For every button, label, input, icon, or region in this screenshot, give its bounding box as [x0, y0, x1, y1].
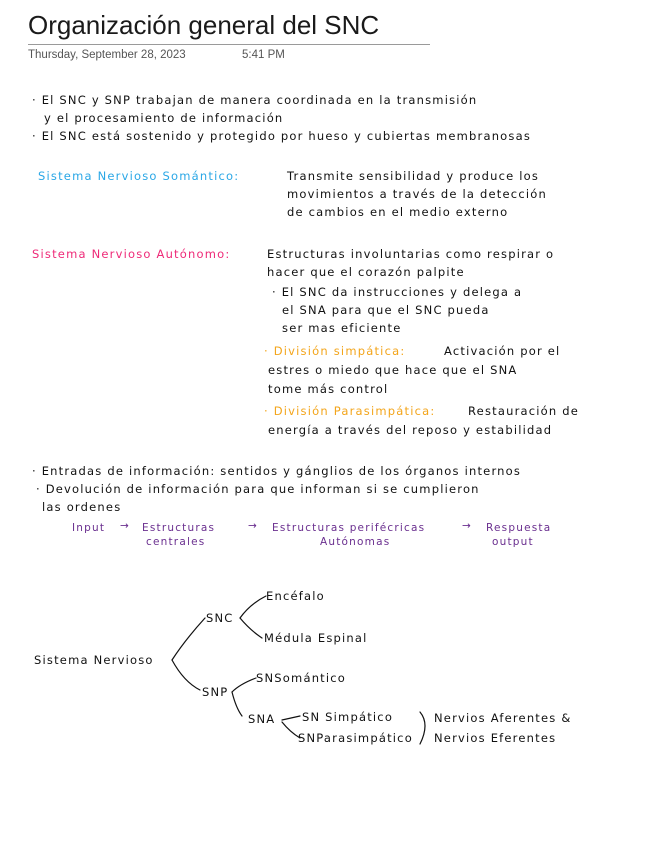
bracket-nervios	[420, 712, 425, 744]
branch-snp-somantico	[232, 678, 256, 692]
branch-root-snp	[172, 660, 200, 690]
flow-step2-top: Estructuras perifécricas	[272, 522, 426, 534]
branch-snc-encefalo	[240, 596, 266, 618]
flow-step1-bottom: centrales	[146, 536, 206, 548]
autonomo-sub-2: el SNA para que el SNC pueda	[282, 303, 490, 317]
flow-step3-bottom: output	[492, 536, 534, 548]
flow-step1-top: Estructuras	[142, 522, 216, 534]
note-date: Thursday, September 28, 2023	[28, 49, 186, 61]
tree-snc-label: SNC	[206, 611, 234, 625]
flow-step3-top: Respuesta	[486, 522, 552, 534]
entradas-line-2: · Devolución de información para que informan si se cumplieron	[36, 482, 480, 496]
flow-arrow-3: →	[462, 520, 472, 532]
somatico-heading: Sistema Nervioso Somántico:	[38, 169, 240, 183]
somatico-line-2: movimientos a través de la detección	[287, 187, 547, 201]
autonomo-line-2: hacer que el corazón palpite	[267, 265, 465, 279]
simpatica-label: · División simpática:	[264, 344, 406, 358]
note-time: 5:41 PM	[242, 49, 285, 61]
tree-snsomantico-label: SNSomántico	[256, 671, 347, 685]
bullet-line-1: · El SNC y SNP trabajan de manera coordinada en la transmisión	[32, 93, 478, 107]
branch-snc-medula	[240, 618, 262, 638]
tree-root-label: Sistema Nervioso	[34, 653, 154, 667]
branch-root-snc	[172, 618, 205, 660]
flow-arrow-2: →	[248, 520, 258, 532]
tree-snparasimpatico-label: SNParasimpático	[298, 731, 413, 745]
flow-arrow-1: →	[120, 520, 130, 532]
flow-step2-bottom: Autónomas	[320, 536, 391, 548]
tree-encefalo-label: Encéfalo	[266, 589, 325, 603]
tree-sna-label: SNA	[248, 712, 276, 726]
somatico-line-1: Transmite sensibilidad y produce los	[287, 169, 540, 183]
autonomo-sub-3: ser mas eficiente	[282, 321, 402, 335]
bullet-line-3: · El SNC está sostenido y protegido por hueso y cubiertas membranosas	[32, 129, 532, 143]
tree-medula-label: Médula Espinal	[264, 631, 368, 645]
entradas-line-3: las ordenes	[42, 500, 122, 514]
autonomo-sub-1: · El SNC da instrucciones y delega a	[272, 285, 523, 299]
parasimpatica-line-1: Restauración de	[468, 404, 580, 418]
parasimpatica-label: · División Parasimpática:	[264, 404, 436, 418]
branch-snp-sna	[232, 692, 242, 716]
simpatica-line-2: estres o miedo que hace que el SNA	[268, 363, 518, 377]
autonomo-heading: Sistema Nervioso Autónomo:	[32, 247, 231, 261]
parasimpatica-line-2: energía a través del reposo y estabilidad	[268, 423, 553, 437]
simpatica-line-3: tome más control	[268, 382, 389, 396]
somatico-line-3: de cambios en el medio externo	[287, 205, 509, 219]
entradas-line-1: · Entradas de información: sentidos y gánglios de los órganos internos	[32, 464, 522, 478]
flow-input: Input	[72, 522, 106, 534]
tree-aferentes-label: Nervios Aferentes &	[434, 711, 572, 725]
simpatica-line-1: Activación por el	[444, 344, 561, 358]
tree-eferentes-label: Nervios Eferentes	[434, 731, 557, 745]
title-divider	[28, 44, 430, 45]
page-title: Organización general del SNC	[28, 10, 380, 40]
branch-sna-simpatico	[282, 716, 300, 720]
autonomo-line-1: Estructuras involuntarias como respirar o	[267, 247, 555, 261]
tree-snsimpatico-label: SN Simpático	[302, 710, 394, 724]
bullet-line-2: y el procesamiento de información	[44, 111, 284, 125]
tree-snp-label: SNP	[202, 685, 229, 699]
